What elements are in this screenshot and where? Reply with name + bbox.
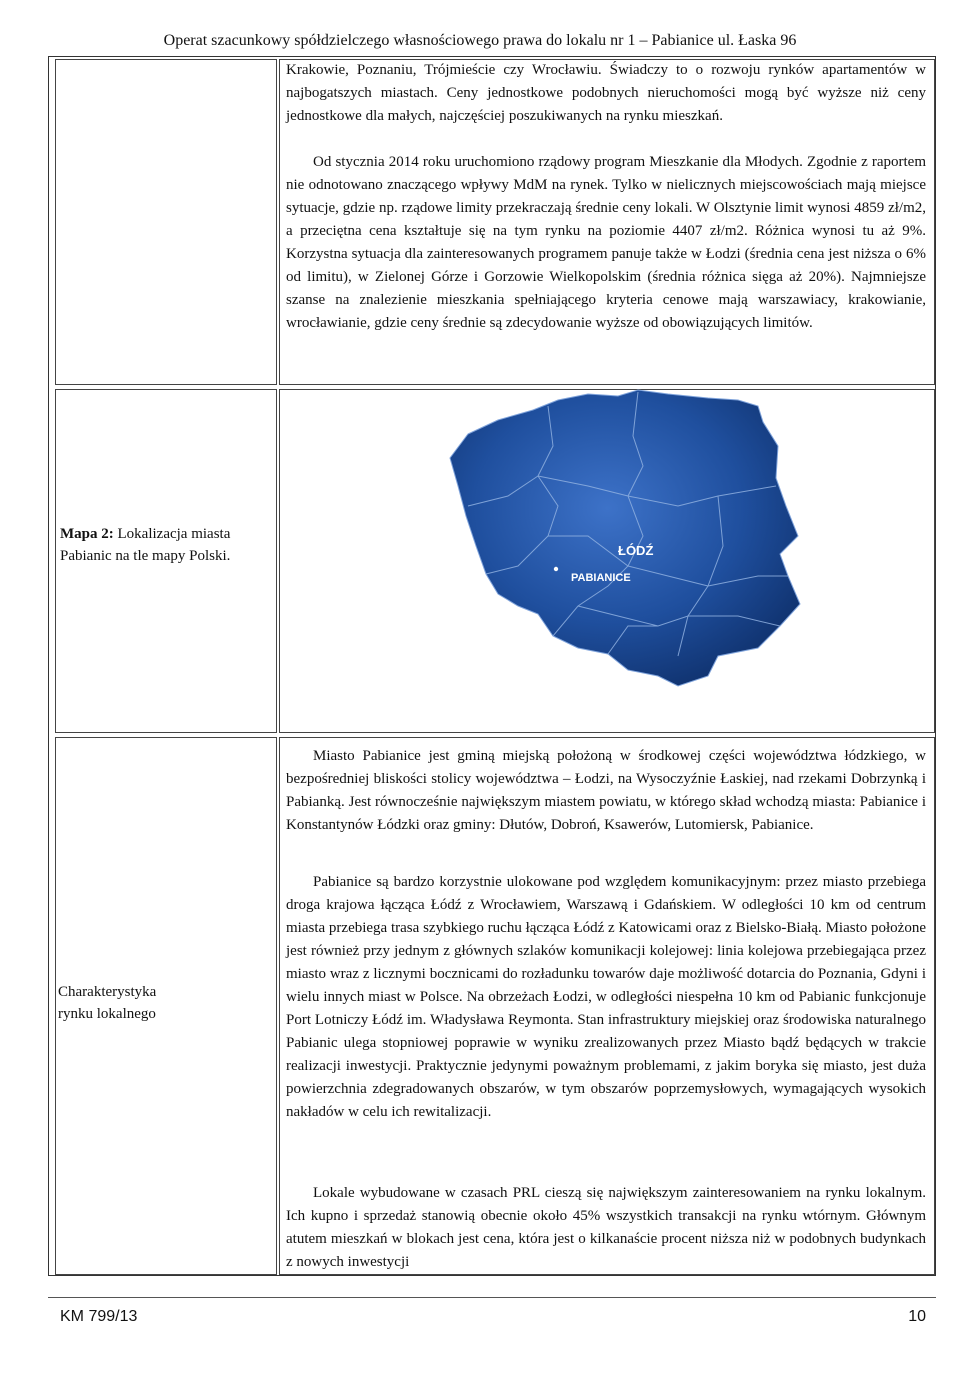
top-paragraph-2: Od stycznia 2014 roku uruchomiono rządowy program Mieszkanie dla Młodych. Zgodnie z raportem nie odnotowano znaczącego wpływy MdM na rynek. Tylko w nielicznych miejscowościach mają miejsce sytuacje, gdzie np. rządowe limity przekraczają średnie ceny lokali. W Olsztynie limit wynosi 4859 zł/m2, a przeciętna cena kształtuje się na tym rynku na poziomie 4407 zł/m2. Różnica wynosi tu aż 9%. Korzystna sytuacja dla zainteresowanych programem panuje także w Łodzi (średnia cena jest niższa o 6% od limitu), w Zielonej Górze i Gorzowie Wielkopolskim (średnia różnica sięga aż 20%). Najmniejsze szanse na znalezienie mieszkania spełniającego kryteria cenowe mają warszawiacy, krakowianie, wrocławianie, gdzie ceny średnie są zdecydowanie wyższe od obowiązujących limitów. — [286, 154, 926, 331]
page-header: Operat szacunkowy spółdzielczego własnościowego prawa do lokalu nr 1 – Pabianice ul. Łaska 96 — [163, 32, 797, 49]
map-label-pabianice: PABIANICE — [571, 572, 631, 584]
top-paragraph-1: Krakowie, Poznaniu, Trójmieście czy Wrocławiu. Świadczy to o rozwoju rynków apartamentów w najbogatszych miastach. Ceny jednostkowe podobnych nieruchomości mogą być wyższe niż ceny jednostkowe dla małych, najczęściej poszukiwanych na rynku mieszkań. — [286, 62, 926, 124]
poland-map — [428, 386, 936, 730]
local-market-label: Charakterystyka rynku lokalnego — [58, 984, 157, 1022]
map-caption-text: Lokalizacja miasta Pabianic na tle mapy Polski. — [60, 526, 231, 564]
poland-outline — [450, 390, 800, 686]
map-label-lodz: ŁÓDŹ — [618, 543, 654, 558]
footer-rule — [48, 1297, 936, 1298]
market-paragraph-2: Pabianice są bardzo korzystnie ulokowane pod względem komunikacyjnym: przez miasto przebiega droga krajowa łącząca Łódź z Wrocławiem, Warszawą i Gdańskiem. W odległości 10 km od centrum miasta przebiega trasa szybkiego ruchu łącząca Łódź z Katowicami oraz z Bielsko-Białą. Miasto położone jest również przy jednym z głównych szlaków komunikacji kolejowej: linia kolejowa przebiegająca przez miasto wraz z licznymi bocznicami do rozładunku towarów daje możliwość dotarcia do Poznania, Gdyni i wielu innych miast w Polsce. Na obrzeżach Łodzi, w odległości niespełna 10 km od Pabianic funkcjonuje Port Lotniczy Łódź im. Władysława Reymonta. Stan infrastruktury miejskiej oraz środowiska naturalnego Pabianic ulega stopniowej poprawie w wyniku zrealizowanych przez Miasto bądź będących w trakcie realizacji inwestycji. Praktycznie jedynymi poważnym problemami, z jakim boryka się miasto, jest duża powierzchnia zdegradowanych obszarów, w tym obszarów poprzemysłowych, wymagających wysokich nakładów w celu ich rewitalizacji. — [286, 874, 926, 1120]
market-paragraph-3: Lokale wybudowane w czasach PRL cieszą się największym zainteresowaniem na rynku lokalnym. Ich kupno i sprzedaż stanowią obecnie około 45% wszystkich transakcji na rynku wtórnym. Głównym atutem mieszkań w blokach jest cena, która jest o kilkanaście procent niższa niż w podobnych budynkach z nowych inwestycji — [286, 1185, 926, 1270]
top-left-cell — [55, 59, 277, 385]
footer-page-number: 10 — [908, 1308, 926, 1325]
map-caption — [60, 523, 270, 567]
footer-document-id: KM 799/13 — [60, 1308, 138, 1325]
market-paragraph-1: Miasto Pabianice jest gminą miejską położoną w środkowej części województwa łódzkiego, w bezpośredniej bliskości stolicy województwa – Łodzi, na Wysoczyźnie Łaskiej, nad rzekami Dobrzynką i Pabianką. Jest równocześnie największym miastem powiatu, w którego skład wchodzą miasta: Pabianice i Konstantynów Łódzki oraz gminy: Dłutów, Dobroń, Ksawerów, Lutomiersk, Pabianice. — [286, 748, 926, 833]
pabianice-dot — [554, 567, 558, 571]
map-caption-bold: Mapa 2: — [60, 526, 114, 542]
